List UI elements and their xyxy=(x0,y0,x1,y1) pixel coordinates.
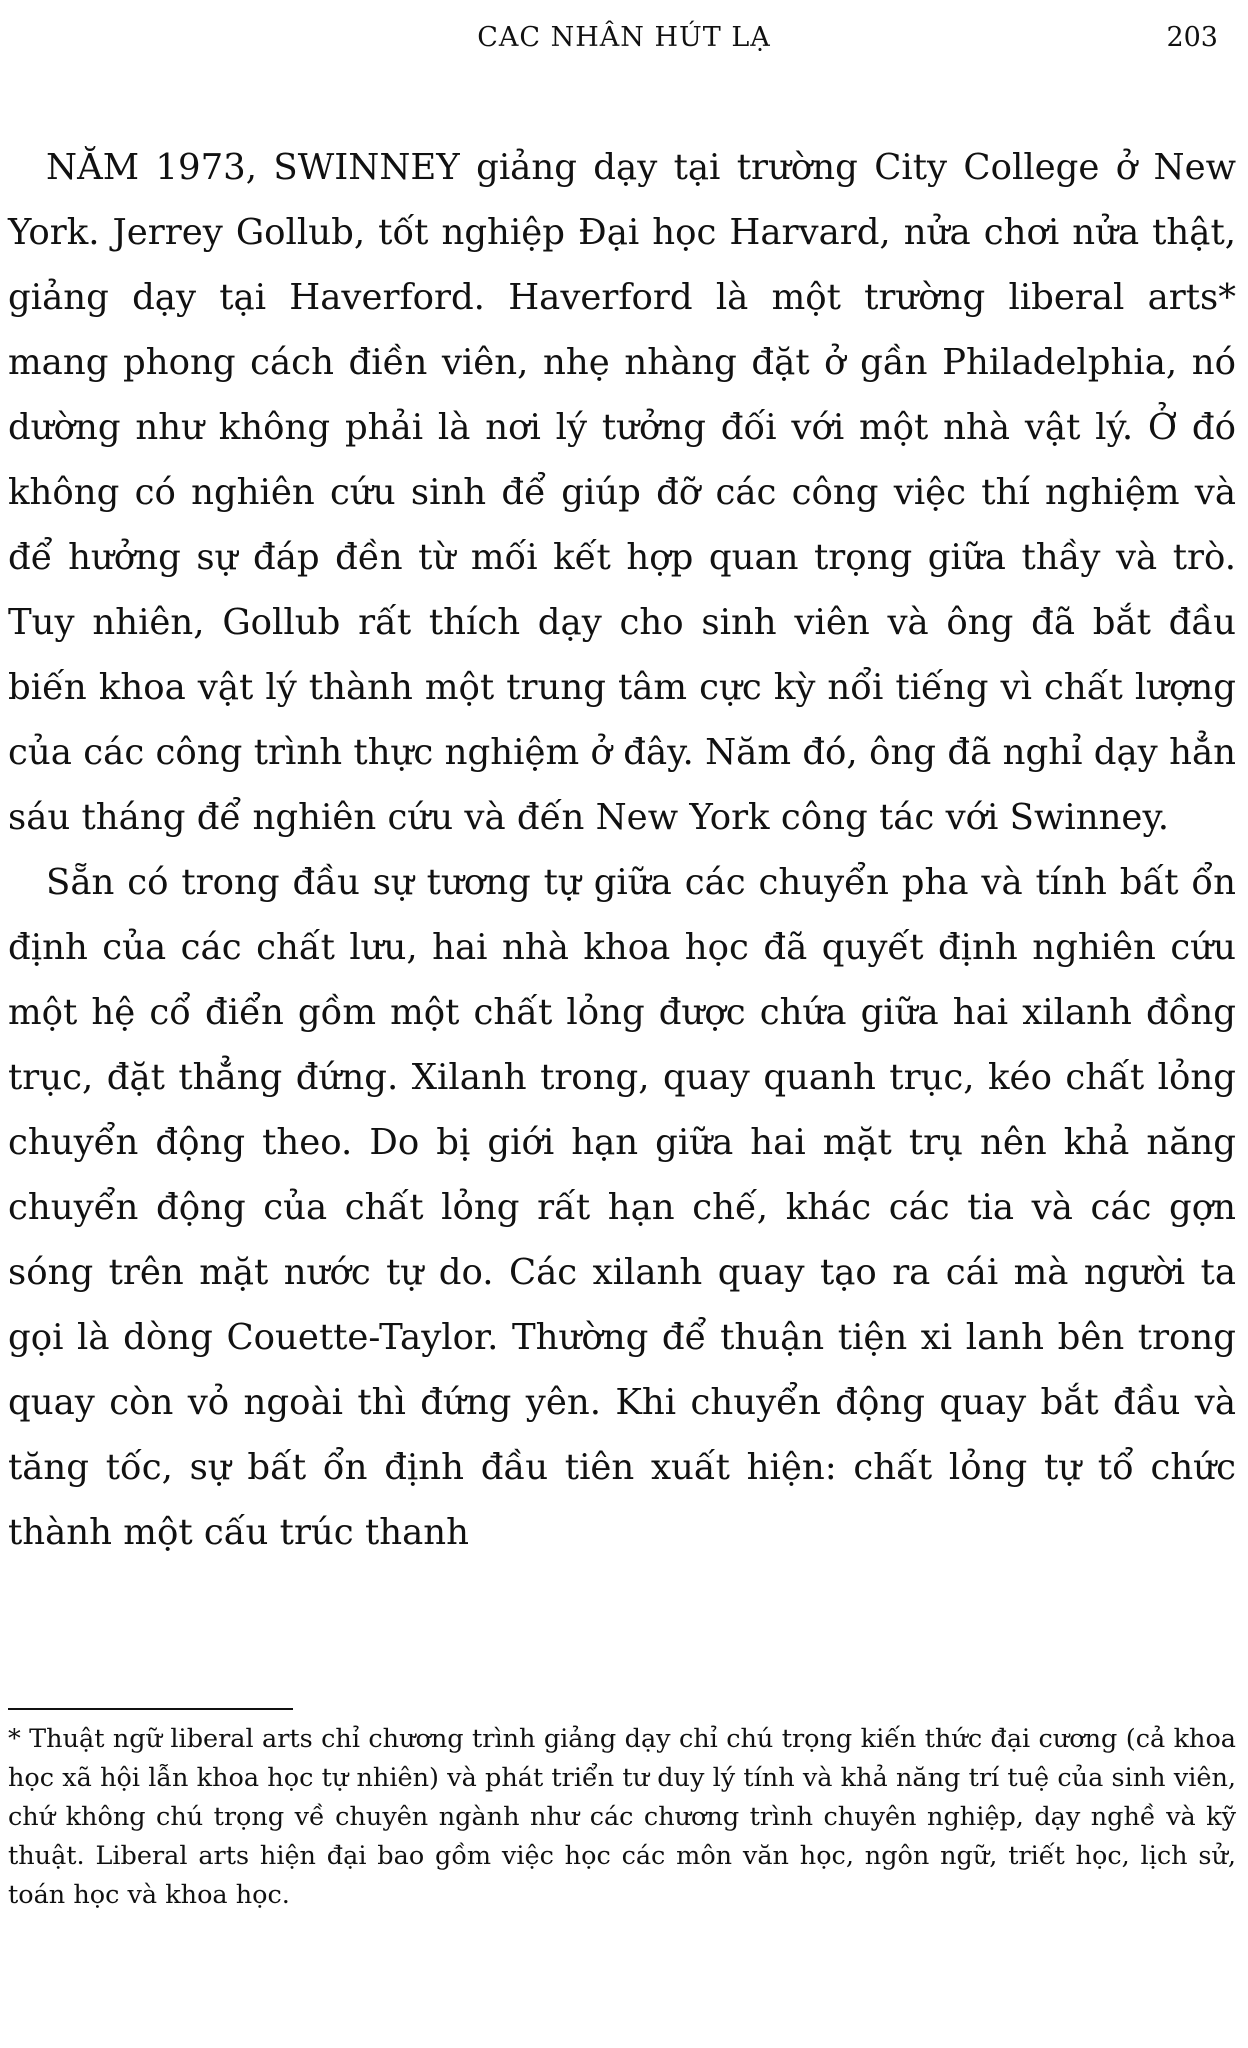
running-title: CAC NHÂN HÚT LẠ xyxy=(477,22,771,53)
page-header xyxy=(0,22,1248,62)
body-text xyxy=(8,135,1236,1565)
page-number: 203 xyxy=(1166,22,1218,53)
footnote-text: * Thuật ngữ liberal arts chỉ chương trình giảng dạy chỉ chú trọng kiến thức đại cương (cả khoa học xã hội lẫn khoa học tự nhiên) và phát triển tư duy lý tính và khả năng trí tuệ của sinh viên, chứ không chú trọng về chuyên ngành như các chương trình chuyên nghiệp, dạy nghề và kỹ thuật. Liberal arts hiện đại bao gồm việc học các môn văn học, ngôn ngữ, triết học, lịch sử, toán học và khoa học. xyxy=(8,1724,1236,1910)
footnote xyxy=(8,1720,1236,1915)
paragraph: NĂM 1973, SWINNEY giảng dạy tại trường City College ở New York. Jerrey Gollub, tốt nghiệp Đại học Harvard, nửa chơi nửa thật, giảng dạy tại Haverford. Haverford là một trường liberal arts* mang phong cách điền viên, nhẹ nhàng đặt ở gần Philadelphia, nó dường như không phải là nơi lý tưởng đối với một nhà vật lý. Ở đó không có nghiên cứu sinh để giúp đỡ các công việc thí nghiệm và để hưởng sự đáp đền từ mối kết hợp quan trọng giữa thầy và trò. Tuy nhiên, Gollub rất thích dạy cho sinh viên và ông đã bắt đầu biến khoa vật lý thành một trung tâm cực kỳ nổi tiếng vì chất lượng của các công trình thực nghiệm ở đây. Năm đó, ông đã nghỉ dạy hẳn sáu tháng để nghiên cứu và đến New York công tác với Swinney. xyxy=(8,147,1236,838)
paragraph: Sẵn có trong đầu sự tương tự giữa các chuyển pha và tính bất ổn định của các chất lưu, hai nhà khoa học đã quyết định nghiên cứu một hệ cổ điển gồm một chất lỏng được chứa giữa hai xilanh đồng trục, đặt thẳng đứng. Xilanh trong, quay quanh trục, kéo chất lỏng chuyển động theo. Do bị giới hạn giữa hai mặt trụ nên khả năng chuyển động của chất lỏng rất hạn chế, khác các tia và các gợn sóng trên mặt nước tự do. Các xilanh quay tạo ra cái mà người ta gọi là dòng Couette-Taylor. Thường để thuận tiện xi lanh bên trong quay còn vỏ ngoài thì đứng yên. Khi chuyển động quay bắt đầu và tăng tốc, sự bất ổn định đầu tiên xuất hiện: chất lỏng tự tổ chức thành một cấu trúc thanh xyxy=(8,862,1236,1553)
footnote-divider xyxy=(8,1708,293,1710)
